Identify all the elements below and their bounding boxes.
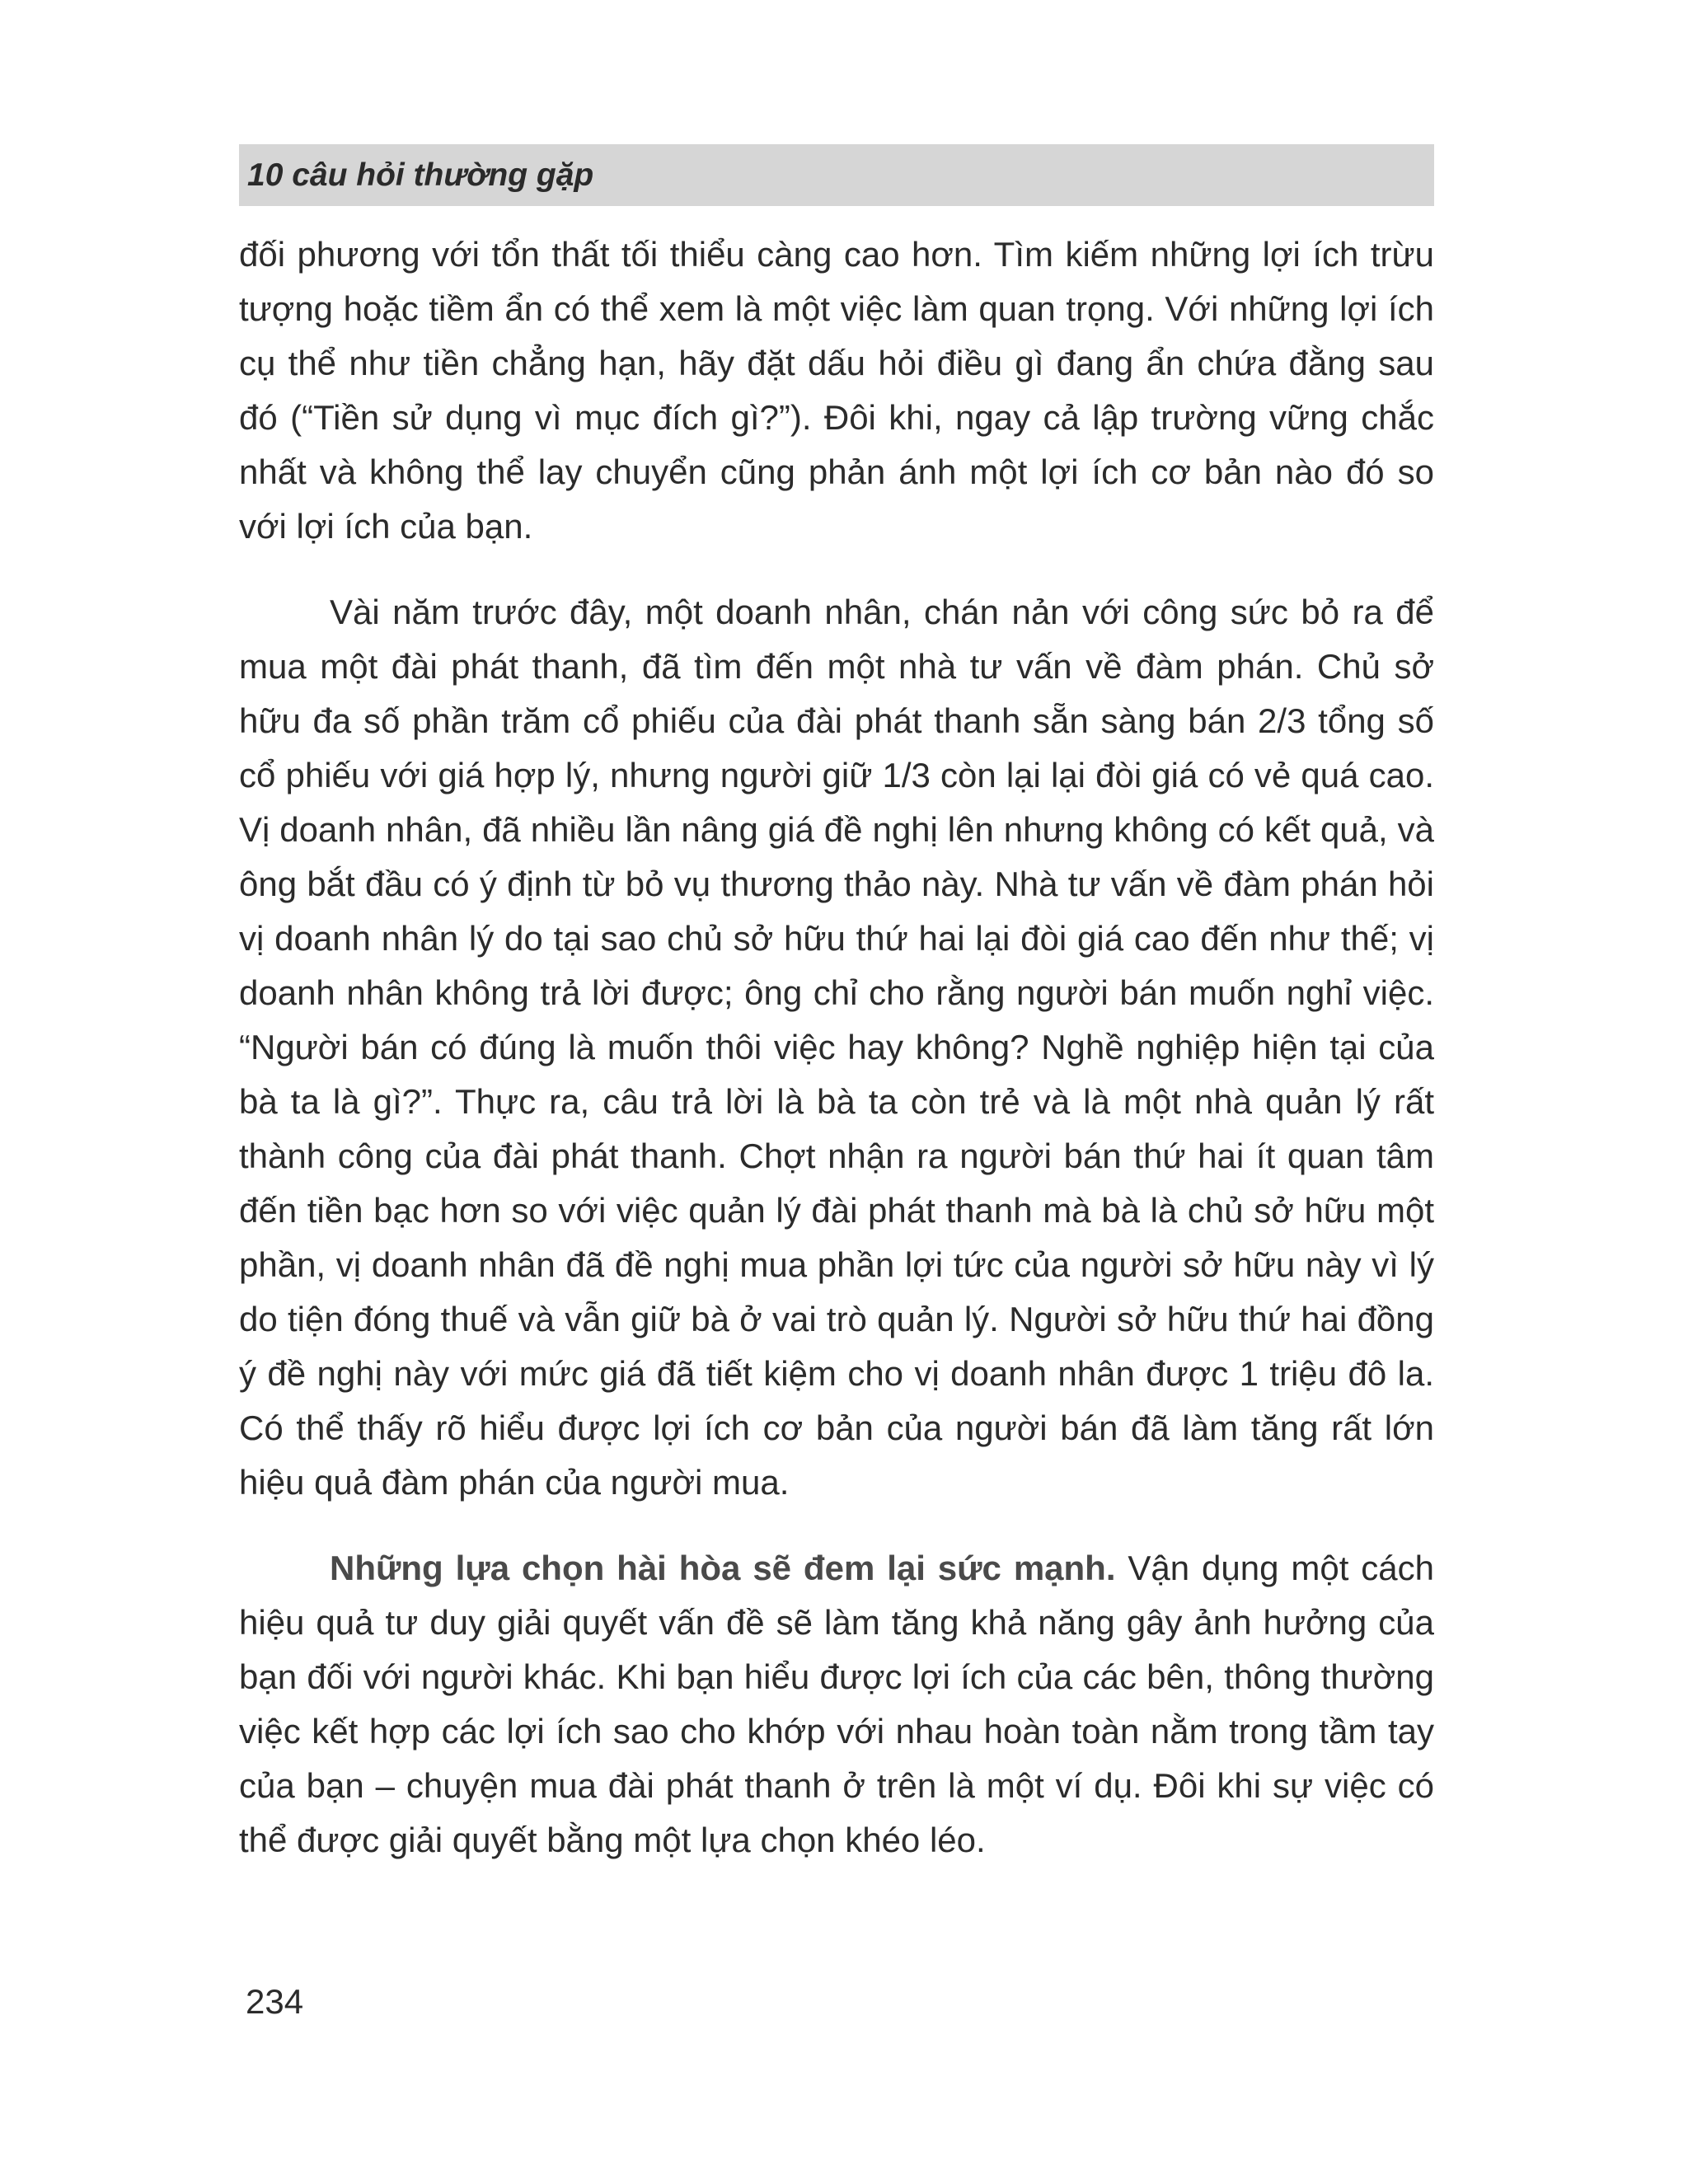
running-header-title: 10 câu hỏi thường gặp [247, 157, 594, 193]
paragraph-lead-heading: Những lựa chọn hài hòa sẽ đem lại sức mạnh. [330, 1549, 1116, 1587]
book-page [239, 144, 1434, 1868]
paragraph-harmonious-options [239, 1541, 1434, 1868]
paragraph-continued [239, 227, 1434, 554]
paragraph-radio-station-story [239, 585, 1434, 1510]
paragraph-text: Vận dụng một cách hiệu quả tư duy giải quyết vấn đề sẽ làm tăng khả năng gây ảnh hưởng của bạn đối với người khác. Khi bạn hiểu được lợi ích của các bên, thông thường việc kết hợp các lợi ích sao cho khớp với nhau hoàn toàn nằm trong tầm tay của bạn – chuyện mua đài phát thanh ở trên là một ví dụ. Đôi khi sự việc có thể được giải quyết bằng một lựa chọn khéo léo. [239, 1549, 1434, 1859]
paragraph-text: Vài năm trước đây, một doanh nhân, chán nản với công sức bỏ ra để mua một đài phát thanh, đã tìm đến một nhà tư vấn về đàm phán. Chủ sở hữu đa số phần trăm cổ phiếu của đài phát thanh sẵn sàng bán 2/3 tổng số cổ phiếu với giá hợp lý, nhưng người giữ 1/3 còn lại lại đòi giá có vẻ quá cao. Vị doanh nhân, đã nhiều lần nâng giá đề nghị lên nhưng không có kết quả, và ông bắt đầu có ý định từ bỏ vụ thương thảo này. Nhà tư vấn về đàm phán hỏi vị doanh nhân lý do tại sao chủ sở hữu thứ hai lại đòi giá cao đến như thế; vị doanh nhân không trả lời được; ông chỉ cho rằng người bán muốn nghỉ việc. “Người bán có đúng là muốn thôi việc hay không? Nghề nghiệp hiện tại của bà ta là gì?”. Thực ra, câu trả lời là bà ta còn trẻ và là một nhà quản lý rất thành công của đài phát thanh. Chợt nhận ra người bán thứ hai ít quan tâm đến tiền bạc hơn so với việc quản lý đài phát thanh mà bà là chủ sở hữu một phần, vị doanh nhân đã đề nghị mua phần lợi tức của người sở hữu này vì lý do tiện đóng thuế và vẫn giữ bà ở vai trò quản lý. Người sở hữu thứ hai đồng ý đề nghị này với mức giá đã tiết kiệm cho vị doanh nhân được 1 triệu đô la. Có thể thấy rõ hiểu được lợi ích cơ bản của người bán đã làm tăng rất lớn hiệu quả đàm phán của người mua. [239, 593, 1434, 1502]
paragraph-text: đối phương với tổn thất tối thiểu càng cao hơn. Tìm kiếm những lợi ích trừu tượng hoặc tiềm ẩn có thể xem là một việc làm quan trọng. Với những lợi ích cụ thể như tiền chẳng hạn, hãy đặt dấu hỏi điều gì đang ẩn chứa đằng sau đó (“Tiền sử dụng vì mục đích gì?”). Đôi khi, ngay cả lập trường vững chắc nhất và không thể lay chuyển cũng phản ánh một lợi ích cơ bản nào đó so với lợi ích của bạn. [239, 235, 1434, 546]
page-number: 234 [246, 1982, 304, 2021]
running-header [239, 144, 1434, 206]
body-text [239, 227, 1434, 1868]
